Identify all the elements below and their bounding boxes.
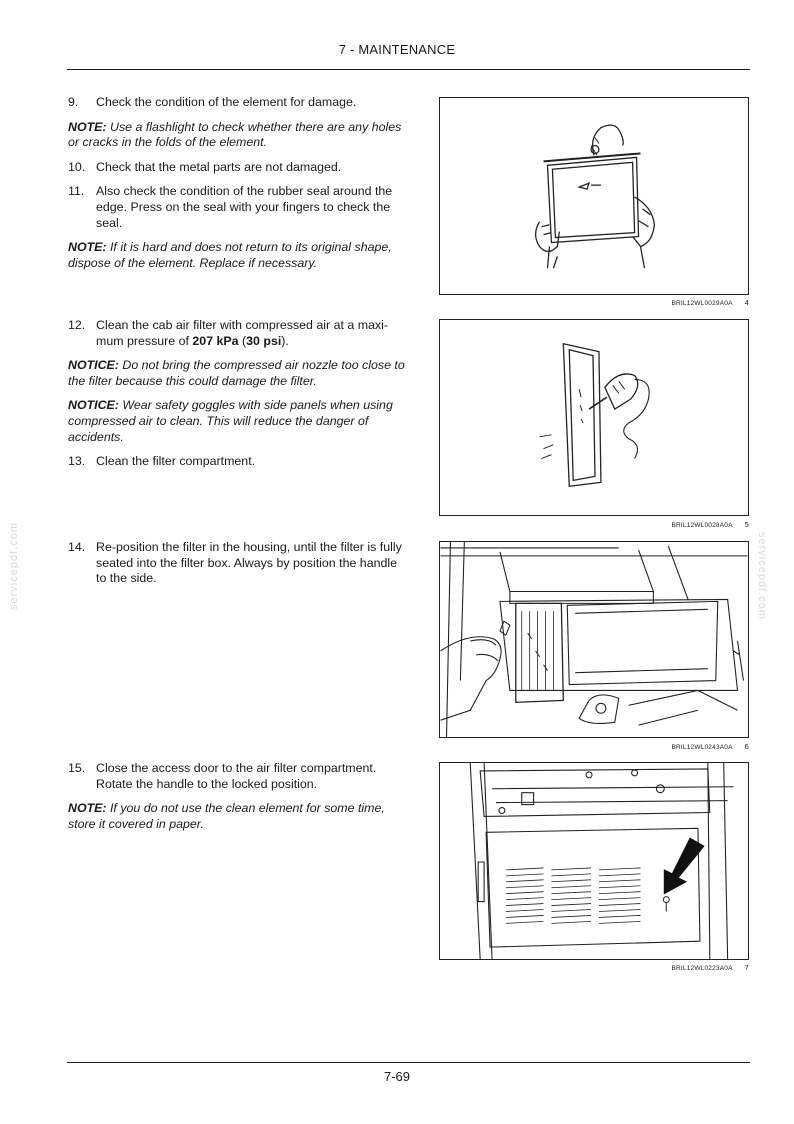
note-text: If it is hard and does not return to its original shape, dispose of the element. Replace if necessary. <box>68 240 392 270</box>
figure-7-illustration <box>440 763 748 959</box>
header-rule <box>67 69 750 70</box>
figure-7-caption <box>439 963 749 972</box>
step-text: Check that the metal parts are not damaged. <box>96 159 342 174</box>
step-text: Clean the filter compartment. <box>96 454 256 469</box>
figure-number: 7 <box>744 963 749 972</box>
page-number: 7-69 <box>383 1069 411 1084</box>
figure-5-compressed-air <box>439 319 749 516</box>
figure-7-access-door <box>439 762 749 960</box>
step-number: 12. <box>68 318 86 332</box>
figure-6-reposition-filter <box>439 541 749 738</box>
note-text: Do not bring the compressed air nozzle too close to the filter because this could damage the filter. <box>68 358 405 388</box>
figure-5-caption <box>439 520 749 529</box>
step-number: 9. <box>68 95 79 109</box>
page-header-title: 7 - MAINTENANCE <box>338 42 456 57</box>
step-number: 11. <box>68 184 85 199</box>
step-11 <box>68 184 410 231</box>
step-number: 14. <box>68 540 86 554</box>
watermark-left: servicepdf.com <box>7 522 20 610</box>
step-15 <box>68 761 410 792</box>
figure-4-inspect-filter <box>439 97 749 295</box>
figure-4-illustration <box>440 98 748 294</box>
note-flashlight <box>68 120 410 151</box>
note-storage <box>68 801 410 832</box>
step-10 <box>68 160 410 176</box>
step-text: Clean the cab air filter with compressed air at a maxi-mum pressure of 207 kPa (30 psi). <box>96 318 388 348</box>
note-text: Use a flashlight to check whether there are any holes or cracks in the folds of the element. <box>68 119 402 150</box>
note-label: NOTICE: <box>68 358 119 373</box>
step-12 <box>68 318 410 349</box>
text-block-figure-4 <box>68 95 410 280</box>
step-13 <box>68 454 410 470</box>
watermark-right: servicepdf.com <box>755 532 768 620</box>
step-text: Check the condition of the element for damage. <box>96 95 357 109</box>
figure-6-caption <box>439 742 749 751</box>
figure-6-illustration <box>440 542 748 737</box>
note-label: NOTICE: <box>68 398 119 413</box>
figure-5-illustration <box>440 320 748 515</box>
step-14 <box>68 540 410 587</box>
figure-number: 6 <box>744 742 749 751</box>
note-text: If you do not use the clean element for some time, store it covered in paper. <box>68 801 385 831</box>
step-number: 15. <box>68 761 86 775</box>
step-number: 10. <box>68 159 86 174</box>
note-text: Wear safety goggles with side panels when using compressed air to clean. This will reduce the danger of accidents. <box>68 398 393 444</box>
step-number: 13. <box>68 454 86 469</box>
note-label: NOTE: <box>68 801 107 816</box>
note-label: NOTE: <box>68 240 107 255</box>
notice-nozzle <box>68 358 410 389</box>
text-block-figure-7 <box>68 761 410 841</box>
text-block-figure-5 <box>68 318 410 479</box>
text-block-figure-6 <box>68 540 410 596</box>
figure-number: 4 <box>744 298 749 307</box>
figure-code: BRIL12WL0243A0A <box>671 744 733 751</box>
note-dispose <box>68 240 410 271</box>
figure-number: 5 <box>744 520 749 529</box>
figure-4-caption <box>439 298 749 307</box>
footer-rule <box>67 1062 750 1063</box>
step-text: Also check the condition of the rubber seal around the edge. Press on the seal with your fingers to check the seal. <box>96 184 393 230</box>
step-text: Re-position the filter in the housing, until the filter is fully seated into the filter box. Always by position the handle to the side. <box>96 540 402 586</box>
step-text: Close the access door to the air filter compartment. Rotate the handle to the locked position. <box>96 761 377 791</box>
step-9 <box>68 95 410 111</box>
figure-code: BRIL12WL0029A0A <box>671 300 733 307</box>
figure-code: BRIL12WL0223A0A <box>671 965 733 972</box>
figure-code: BRIL12WL0028A0A <box>671 522 733 529</box>
notice-goggles <box>68 398 410 445</box>
note-label: NOTE: <box>68 119 107 134</box>
